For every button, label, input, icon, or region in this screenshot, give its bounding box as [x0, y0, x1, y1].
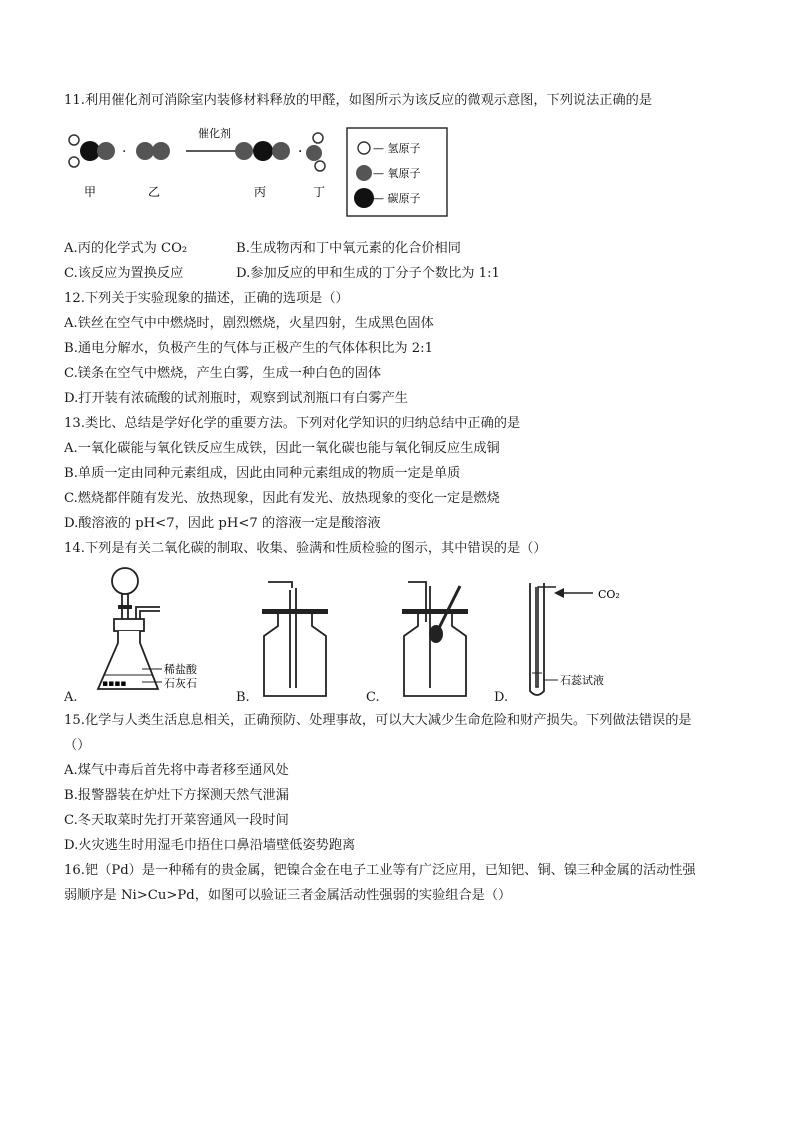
catalyst-label: 催化剂 [198, 127, 231, 140]
q14-figure-b [250, 578, 340, 700]
q13-option-d[interactable]: D.酸溶液的 pH<7，因此 pH<7 的溶液一定是酸溶液 [64, 516, 381, 531]
plus-sign: · [122, 144, 127, 160]
q13-stem: 13.类比、总结是学好化学的重要方法。下列对化学知识的归纳总结中正确的是 [64, 416, 521, 431]
q15-option-b[interactable]: B.报警器装在炉灶下方探测天然气泄漏 [64, 788, 289, 803]
q12-option-b[interactable]: B.通电分解水，负极产生的气体与正极产生的气体体积比为 2:1 [64, 341, 433, 356]
svg-text:▪▪▪▪: ▪▪▪▪ [102, 679, 127, 689]
label-ding: 丁 [313, 185, 326, 199]
label-dilute-hcl: 稀盐酸 [164, 663, 197, 676]
q14-figure-d [518, 573, 628, 701]
q14-label-b[interactable]: B. [236, 690, 250, 705]
q12-option-c[interactable]: C.镁条在空气中燃烧，产生白雾，生成一种白色的固体 [64, 366, 382, 381]
q15-option-d[interactable]: D.火灾逃生时用湿毛巾捂住口鼻沿墙壁低姿势跑离 [64, 838, 356, 853]
label-yi: 乙 [148, 185, 161, 199]
molecule-bing [235, 141, 290, 161]
q11-option-a[interactable]: A.丙的化学式为 CO₂ [64, 241, 188, 256]
q11-option-d[interactable]: D.参加反应的甲和生成的丁分子个数比为 1:1 [236, 266, 500, 281]
label-bing: 丙 [254, 185, 267, 199]
q16-stem-line2: 弱顺序是 Ni>Cu>Pd，如图可以验证三者金属活动性强弱的实验组合是（） [64, 888, 512, 903]
q11-option-c[interactable]: C.该反应为置换反应 [64, 266, 184, 281]
label-co2: CO₂ [598, 588, 620, 601]
svg-text:·: · [298, 144, 303, 160]
label-jia: 甲 [84, 185, 97, 199]
q14-label-d[interactable]: D. [494, 690, 509, 705]
legend-o: — 氧原子 [373, 167, 421, 180]
label-litmus: 石蕊试液 [560, 674, 604, 687]
q12-option-d[interactable]: D.打开装有浓硫酸的试剂瓶时，观察到试剂瓶口有白雾产生 [64, 391, 408, 406]
q13-option-b[interactable]: B.单质一定由同种元素组成，因此由同种元素组成的物质一定是单质 [64, 466, 461, 481]
q14-figure-a [80, 563, 230, 701]
q11-stem: 11.利用催化剂可消除室内装修材料释放的甲醛，如图所示为该反应的微观示意图，下列说法正确的是 [64, 93, 653, 108]
q11-option-b[interactable]: B.生成物丙和丁中氧元素的化合价相同 [236, 241, 461, 256]
q15-option-a[interactable]: A.煤气中毒后首先将中毒者移至通风处 [64, 763, 289, 778]
q14-stem: 14.下列是有关二氧化碳的制取、收集、验满和性质检验的图示，其中错误的是（） [64, 541, 547, 556]
molecule-ding [306, 133, 325, 171]
molecule-jia [69, 135, 115, 167]
label-limestone: 石灰石 [164, 677, 197, 690]
q16-stem-line1: 16.钯（Pd）是一种稀有的贵金属，钯镍合金在电子工业等有广泛应用，已知钯、铜、镍三种金属的活动性强 [64, 863, 696, 878]
q13-option-a[interactable]: A.一氧化碳能与氧化铁反应生成铁，因此一氧化碳也能与氧化铜反应生成铜 [64, 441, 500, 456]
q12-stem: 12.下列关于实验现象的描述，正确的选项是（） [64, 291, 349, 306]
legend-box [347, 128, 447, 216]
legend-h: — 氢原子 [373, 142, 421, 155]
q14-label-c[interactable]: C. [366, 690, 380, 705]
legend-c: — 碳原子 [373, 192, 421, 205]
molecule-yi [136, 142, 170, 160]
q13-option-c[interactable]: C.燃烧都伴随有发光、放热现象，因此有发光、放热现象的变化一定是燃烧 [64, 491, 500, 506]
q14-figure-c [398, 578, 478, 700]
q11-reaction-figure [64, 120, 454, 225]
q15-stem-line1: 15.化学与人类生活息息相关，正确预防、处理事故，可以大大减少生命危险和财产损失。下列做法错误的是 [64, 713, 692, 728]
q15-stem-line2: （） [64, 738, 91, 753]
q15-option-c[interactable]: C.冬天取菜时先打开菜窖通风一段时间 [64, 813, 289, 828]
q12-option-a[interactable]: A.铁丝在空气中中燃烧时，剧烈燃烧，火星四射，生成黑色固体 [64, 316, 434, 331]
q14-label-a[interactable]: A. [64, 690, 78, 705]
